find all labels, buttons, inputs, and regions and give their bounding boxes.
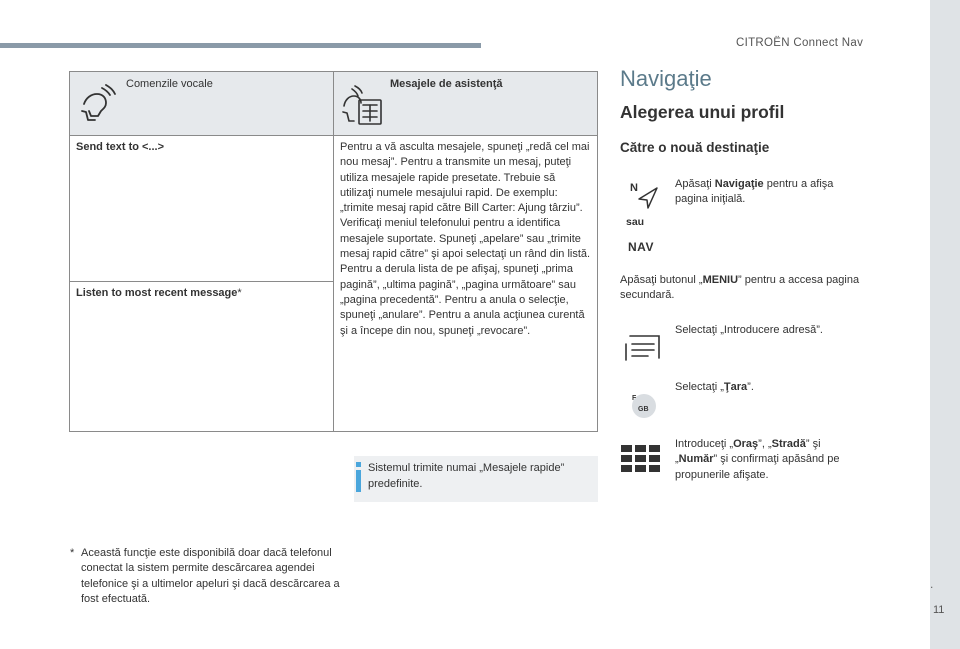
table-header-cell <box>70 72 334 136</box>
info-box <box>354 456 598 502</box>
footnote-text: Această funcţie este disponibilă doar dacă telefonul conectat la sistem permite descărcarea agendei telefonice şi a ultimelor apeluri şi dacă descărcarea a fost efectuată. <box>81 547 340 605</box>
step-5-text: Introduceţi „Oraş”, „Stradă” şi „Număr” şi confirmaţi apăsând pe propunerile afişate. <box>675 438 840 481</box>
nav-button-label: NAV <box>628 240 654 254</box>
command-listen-message: Listen to most recent message <box>76 287 238 299</box>
voice-help-icon <box>340 84 384 128</box>
command-send-text: Send text to <...> <box>76 141 165 153</box>
help-cell <box>334 136 598 432</box>
keypad-grid-icon <box>621 445 661 473</box>
command-cell <box>70 282 334 432</box>
column-header-help-messages: Mesajele de asistenţă <box>390 78 503 90</box>
svg-text:N: N <box>630 182 638 194</box>
address-entry-icon <box>624 332 662 362</box>
svg-text:F: F <box>632 395 637 402</box>
subsection-title: Alegerea unui profil <box>620 102 785 122</box>
voice-command-icon <box>76 84 120 128</box>
page-number: 11 <box>933 604 945 616</box>
step-4-text: Selectaţi „Ţara”. <box>675 381 754 393</box>
footnote-marker: * <box>237 287 242 299</box>
country-flag-icon <box>626 389 662 419</box>
column-header-voice-commands: Comenzile vocale <box>126 78 213 90</box>
table-header-cell <box>334 72 598 136</box>
table-row <box>70 136 598 282</box>
svg-text:GB: GB <box>638 406 649 413</box>
voice-commands-table <box>69 71 598 432</box>
step-2-text: Apăsaţi butonul „MENIU” pentru a accesa pagina secundară. <box>620 274 860 302</box>
info-text: Sistemul trimite numai „Mesajele rapide” predefinite. <box>368 462 565 490</box>
or-label: sau <box>626 216 645 228</box>
help-text: Pentru a vă asculta mesajele, spuneţi „redă cel mai nou mesaj”. Pentru a transmite un mesaj, puteţi utiliza mesajele rapide presetate. Trebuie să utilizaţi numele mesajului rapid. De exemplu: „trimite mesaj rapid către Bill Carter: Ajung târziu”. Verificaţi meniul telefonului pentru a identifica mesajele suportate. Spuneţi „apelare” sau „trimite mesaj rapid către” şi apoi selectaţi un rând din listă. Pentru a derula lista de pe afişaj, spuneţi „prima pagină”, „ultima pagină”, „pagina următoare” sau „pagina precedentă”. Pentru a anula o selecţie, spuneţi „anulare”. Pentru a anula acţiunea curentă şi a începe din nou, spuneţi „revocare”. <box>340 141 591 337</box>
side-strip <box>930 0 960 649</box>
brand-label: CITROËN Connect Nav <box>736 37 864 49</box>
step-1-text: Apăsaţi Navigaţie pentru a afişa pagina iniţială. <box>675 178 834 206</box>
footnote-star: * <box>70 547 75 559</box>
subsubsection-title: Către o nouă destinaţie <box>620 140 770 155</box>
page-marker: . <box>930 577 934 591</box>
footnote <box>70 546 340 607</box>
table-header-row <box>70 72 598 136</box>
navigation-compass-icon <box>630 180 660 210</box>
step-3-text: Selectaţi „Introducere adresă”. <box>675 324 823 336</box>
section-title: Navigaţie <box>620 66 712 91</box>
command-cell <box>70 136 334 282</box>
header-rule <box>0 43 481 48</box>
info-icon <box>354 462 364 492</box>
